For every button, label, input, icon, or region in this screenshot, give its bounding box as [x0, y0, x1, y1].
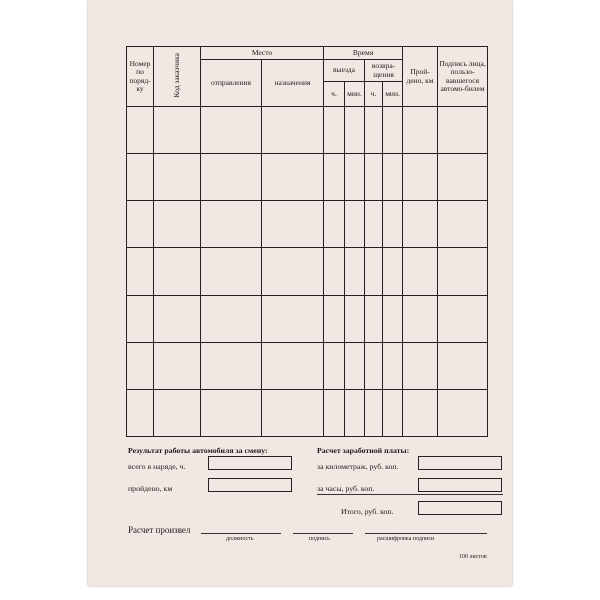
table-cell[interactable] [438, 154, 488, 201]
table-cell[interactable] [127, 107, 154, 154]
table-row [127, 295, 488, 342]
table-cell[interactable] [365, 342, 383, 389]
header-distance: Прой-дено, км [403, 47, 438, 107]
table-cell[interactable] [127, 342, 154, 389]
table-cell[interactable] [383, 107, 403, 154]
table-cell[interactable] [154, 154, 201, 201]
table-cell[interactable] [365, 154, 383, 201]
table-cell[interactable] [403, 154, 438, 201]
header-signature: Подпись лица, пользо-вавшегося автомо-билем [438, 47, 488, 107]
distance-traveled-field[interactable] [208, 478, 292, 492]
per-hour-field[interactable] [418, 478, 502, 492]
table-cell[interactable] [365, 389, 383, 436]
table-cell[interactable] [345, 107, 365, 154]
table-cell[interactable] [324, 107, 345, 154]
signature-line[interactable] [293, 533, 353, 534]
form-sheet [88, 0, 512, 586]
table-cell[interactable] [201, 389, 262, 436]
table-cell[interactable] [262, 201, 324, 248]
header-hours-return: ч. [365, 82, 383, 107]
table-cell[interactable] [201, 295, 262, 342]
table-cell[interactable] [365, 107, 383, 154]
distance-traveled-label: пройдено, км [128, 484, 173, 493]
table-cell[interactable] [262, 342, 324, 389]
table-cell[interactable] [324, 389, 345, 436]
total-in-order-label: всего в наряде, ч. [128, 462, 186, 471]
table-cell[interactable] [201, 342, 262, 389]
table-cell[interactable] [324, 154, 345, 201]
table-cell[interactable] [438, 107, 488, 154]
table-cell[interactable] [403, 201, 438, 248]
header-customer-code: Код заказчика [154, 47, 201, 107]
header-place-destination: назначения [262, 60, 324, 107]
table-cell[interactable] [438, 342, 488, 389]
signature-caption: подпись [309, 536, 330, 542]
table-row [127, 201, 488, 248]
table-cell[interactable] [403, 295, 438, 342]
table-cell[interactable] [365, 248, 383, 295]
table-cell[interactable] [345, 342, 365, 389]
table-row [127, 248, 488, 295]
table-cell[interactable] [345, 154, 365, 201]
header-place-departure: отправления [201, 60, 262, 107]
table-cell[interactable] [201, 107, 262, 154]
table-cell[interactable] [383, 154, 403, 201]
table-cell[interactable] [438, 295, 488, 342]
table-cell[interactable] [127, 389, 154, 436]
table-cell[interactable] [154, 389, 201, 436]
per-hour-underline [317, 494, 503, 495]
table-cell[interactable] [154, 107, 201, 154]
position-line[interactable] [201, 533, 281, 534]
per-km-field[interactable] [418, 456, 502, 470]
header-hours-departure: ч. [324, 82, 345, 107]
table-cell[interactable] [127, 201, 154, 248]
table-row [127, 342, 488, 389]
table-cell[interactable] [365, 201, 383, 248]
table-cell[interactable] [201, 201, 262, 248]
table-cell[interactable] [383, 389, 403, 436]
table-cell[interactable] [383, 248, 403, 295]
table-cell[interactable] [154, 248, 201, 295]
table-cell[interactable] [324, 342, 345, 389]
header-place: Место [201, 47, 324, 60]
table-cell[interactable] [403, 389, 438, 436]
table-cell[interactable] [324, 295, 345, 342]
table-cell[interactable] [403, 342, 438, 389]
table-row [127, 107, 488, 154]
table-cell[interactable] [262, 389, 324, 436]
table-cell[interactable] [345, 201, 365, 248]
salary-title: Расчет заработной платы: [317, 446, 410, 455]
table-cell[interactable] [262, 248, 324, 295]
table-cell[interactable] [262, 295, 324, 342]
table-cell[interactable] [127, 295, 154, 342]
table-cell[interactable] [154, 201, 201, 248]
per-km-label: за километраж, руб. коп. [317, 462, 399, 471]
table-cell[interactable] [345, 248, 365, 295]
table-cell[interactable] [438, 389, 488, 436]
table-row [127, 154, 488, 201]
header-time: Время [324, 47, 403, 60]
table-cell[interactable] [365, 295, 383, 342]
position-caption: должность [226, 536, 254, 542]
calculation-made-label: Расчет произвел [128, 525, 191, 535]
header-minutes-return: мин. [383, 82, 403, 107]
table-cell[interactable] [438, 248, 488, 295]
total-field[interactable] [418, 501, 502, 515]
table-cell[interactable] [154, 342, 201, 389]
table-cell[interactable] [383, 201, 403, 248]
results-title: Результат работы автомобиля за смену: [128, 446, 268, 455]
header-return: возвра-щения [365, 60, 403, 82]
table-cell[interactable] [345, 295, 365, 342]
trip-log-table [126, 46, 487, 437]
table-cell[interactable] [127, 248, 154, 295]
table-cell[interactable] [127, 154, 154, 201]
table-cell[interactable] [201, 154, 262, 201]
signature-decoding-line[interactable] [365, 533, 487, 534]
total-in-order-field[interactable] [208, 456, 292, 470]
table-cell[interactable] [201, 248, 262, 295]
table-cell[interactable] [438, 201, 488, 248]
total-label: Итого, руб. коп. [341, 507, 394, 516]
table-cell[interactable] [262, 107, 324, 154]
signature-decoding-caption: расшифровка подписи [377, 536, 435, 542]
header-order-number: Номер по поряд-ку [127, 47, 154, 107]
table-row [127, 389, 488, 436]
header-minutes-departure: мин. [345, 82, 365, 107]
per-hour-label: за часы, руб. коп. [317, 484, 375, 493]
header-departure: выезда [324, 60, 365, 82]
sheets-note: 100 листов [459, 554, 487, 560]
table-cell[interactable] [154, 295, 201, 342]
table-cell[interactable] [345, 389, 365, 436]
table-cell[interactable] [403, 107, 438, 154]
table-cell[interactable] [383, 295, 403, 342]
table-cell[interactable] [403, 248, 438, 295]
table-cell[interactable] [324, 248, 345, 295]
table-cell[interactable] [262, 154, 324, 201]
table-cell[interactable] [324, 201, 345, 248]
table-cell[interactable] [383, 342, 403, 389]
